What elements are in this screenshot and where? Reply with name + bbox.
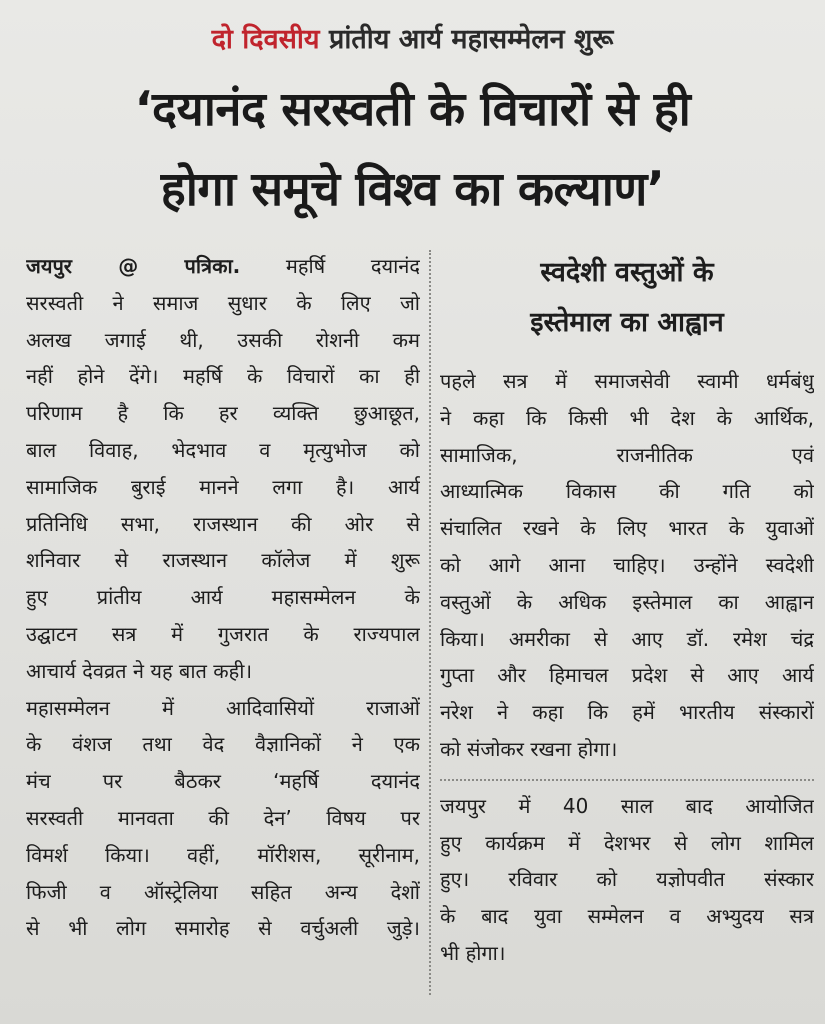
article-line: सामाजिक, राजनीतिक एवं — [440, 442, 814, 467]
article-line: नहीं होने देंगे। महर्षि के विचारों का ही — [26, 364, 420, 389]
article-line: पहले सत्र में समाजसेवी स्वामी धर्मबंधु — [440, 369, 814, 393]
kicker-highlight: दो दिवसीय — [211, 24, 320, 55]
subheading-line-1: स्वदेशी वस्तुओं के — [540, 257, 714, 288]
kicker-text: प्रांतीय आर्य महासम्मेलन शुरू — [328, 24, 614, 55]
article-line: को संजोकर रखना होगा। — [440, 736, 618, 761]
column-divider — [429, 250, 431, 995]
article-line: से भी लोग समारोह से वर्चुअली जुड़े। — [26, 916, 420, 941]
article-line: सरस्वती मानवता की देन’ विषय पर — [26, 805, 420, 830]
section-divider — [440, 779, 814, 781]
right-paragraph-1 — [440, 363, 814, 768]
article-line: परिणाम है कि हर व्यक्ति छुआछूत, — [26, 401, 420, 426]
article-line: फिजी व ऑस्ट्रेलिया सहित अन्य देशों — [26, 879, 420, 904]
article-line: महासम्मेलन में आदिवासियों राजाओं — [26, 695, 420, 720]
kicker-line — [0, 20, 825, 60]
article-line: हुए। रविवार को यज्ञोपवीत संस्कार — [440, 867, 814, 892]
right-article-column — [440, 248, 814, 972]
subheading-line-2: इस्तेमाल का आह्वान — [530, 307, 724, 338]
article-line: के वंशज तथा वेद वैज्ञानिकों ने एक — [26, 732, 420, 757]
article-line: हुए कार्यक्रम में देशभर से लोग शामिल — [440, 830, 814, 855]
article-line: उद्घाटन सत्र में गुजरात के राज्यपाल — [26, 621, 420, 646]
headline-line-2: होगा समूचे विश्व का कल्याण’ — [160, 162, 665, 217]
article-line: मंच पर बैठकर ‘महर्षि दयानंद — [26, 769, 420, 794]
article-line: हुए प्रांतीय आर्य महासम्मेलन के — [26, 585, 420, 610]
headline-line-1: ‘दयानंद सरस्वती के विचारों से ही — [134, 82, 691, 137]
article-line: गुप्ता और हिमाचल प्रदेश से आए आर्य — [440, 663, 814, 688]
article-line: भी होगा। — [440, 940, 506, 965]
article-line: आध्यात्मिक विकास की गति को — [440, 479, 814, 504]
article-line: प्रतिनिधि सभा, राजस्थान की ओर से — [26, 511, 420, 536]
article-line-text: महर्षि दयानंद — [285, 254, 420, 278]
article-line — [26, 248, 420, 285]
article-line: सामाजिक बुराई मानने लगा है। आर्य — [26, 474, 420, 499]
article-line: किया। अमरीका से आए डॉ. रमेश चंद्र — [440, 626, 814, 651]
article-line: आचार्य देवव्रत ने यह बात कही। — [26, 658, 253, 683]
article-line: के बाद युवा सम्मेलन व अभ्युदय सत्र — [440, 904, 814, 929]
article-line: को आगे आना चाहिए। उन्होंने स्वदेशी — [440, 552, 814, 577]
right-paragraph-2 — [440, 788, 814, 972]
article-line: नरेश ने कहा कि हमें भारतीय संस्कारों — [440, 700, 814, 725]
left-article-column — [26, 248, 420, 947]
article-line: विमर्श किया। वहीं, मॉरीशस, सूरीनाम, — [26, 842, 420, 867]
article-line: अलख जगाई थी, उसकी रोशनी कम — [26, 327, 420, 352]
article-line: बाल विवाह, भेदभाव व मृत्युभोज को — [26, 437, 420, 462]
article-line: सरस्वती ने समाज सुधार के लिए जो — [26, 290, 420, 315]
dateline: जयपुर @ पत्रिका. — [26, 254, 241, 278]
article-line: संचालित रखने के लिए भारत के युवाओं — [440, 516, 814, 541]
article-line: जयपुर में 40 साल बाद आयोजित — [440, 793, 814, 818]
article-line: ने कहा कि किसी भी देश के आर्थिक, — [440, 405, 814, 430]
article-line: वस्तुओं के अधिक इस्तेमाल का आह्वान — [440, 589, 814, 614]
article-line: शनिवार से राजस्थान कॉलेज में शुरू — [26, 548, 420, 573]
